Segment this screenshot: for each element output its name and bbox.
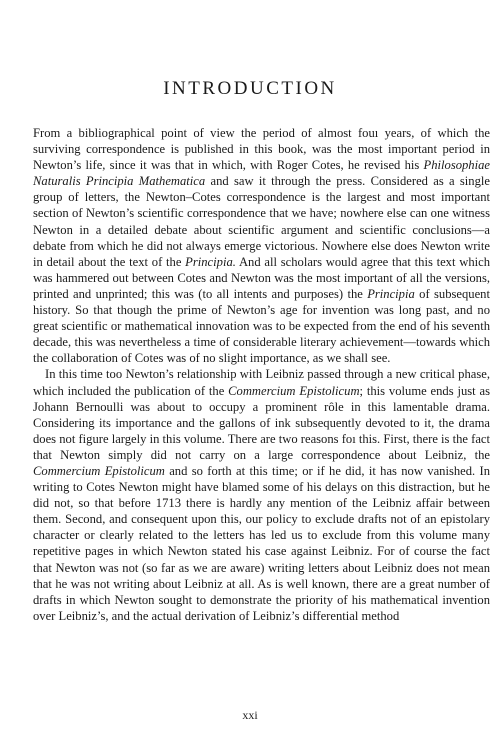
paragraph-1 <box>33 125 490 366</box>
text-run: and so forth at this time; or if he did, it has now vanished. In writing to Cotes Newton might have blamed some of his delays on this distraction, but he did not, so that before 1713 there is hardly any mention of the Leibniz affair between them. Second, and consequent upon this, our policy to exclude drafts not of an epistolary character or clearly related to the letters has led us to exclude from this volume many repetitive pages in which Newton stated his case against Leibniz. For of course the fact that Newton was not (so far as we are aware) writing letters about Leibniz does not mean that he was not writing about Leibniz at all. As is well known, there are a great number of drafts in which Newton sought to demonstrate the priority of his mathematical invention over Leibniz’s, and the actual derivation of Leibniz’s differential method <box>33 463 491 623</box>
chapter-heading: INTRODUCTION <box>163 78 337 99</box>
body-text <box>33 125 490 624</box>
page-number: xxi <box>242 708 258 722</box>
italic-title-run: Philosophiae Naturalis Principia Mathematica <box>33 158 490 189</box>
italic-title-run: Principia. <box>185 254 236 269</box>
text-run: this. First, there is the fact that Newton simply did not carry on a large correspondence about Leibniz, the <box>33 431 491 462</box>
text-run: ı <box>352 431 356 446</box>
text-run: ı <box>374 126 379 140</box>
italic-title-run: Principia <box>367 286 415 301</box>
text-run: and saw it through the press. Considered as a single group of letters, the Newton–Cotes correspondence is the largest and most important section of Newton’s scientific correspondence that we have; nowhere else can one witness Newton in a detailed debate about scientific argument and scientific conclusions—a debate from which he did not always emerge victorious. Nowhere else does Newton write in detail about the text of the <box>33 174 490 269</box>
text-run: And all scholars would agree that this text which was hammered out between Cotes and Newton was the most important of all the versions, printed and unprinted; this was (to all intents and purposes) the <box>33 254 491 301</box>
italic-title-run: Commercium Epistolicum <box>33 463 165 478</box>
paragraph-2 <box>33 366 490 624</box>
text-run: of subsequent history. So that though the prime of Newton’s age for invention was long past, and no great scientific or mathematical innovation was to be expected from the end of his seventh decade, this was nevertheless a time of considerable literary achievement—towards which the collaboration of Cotes was of no slight importance, as we shall see. <box>33 286 490 366</box>
text-run: years, of which the surviving correspondence is published in this book, was the most important period in Newton’s life, since it was that in which, with Roger Cotes, he revised his <box>33 126 491 173</box>
text-run: In this time too Newton’s relationship with Leibniz passed through a new critical phase, which included the publication of the <box>33 367 490 398</box>
text-run: ; this volume ends just as Johann Bernoulli was about to occupy a prominent rôle in this lamentable drama. Considering its importance and the gallons of ink subsequently devoted to it, the drama does not figure largely in this volume. There are two reasons fo <box>33 383 491 446</box>
italic-title-run: Commercium Epistolicum <box>228 383 360 398</box>
text-run: From a bibliographical point of view the period of almost fou <box>33 126 375 140</box>
